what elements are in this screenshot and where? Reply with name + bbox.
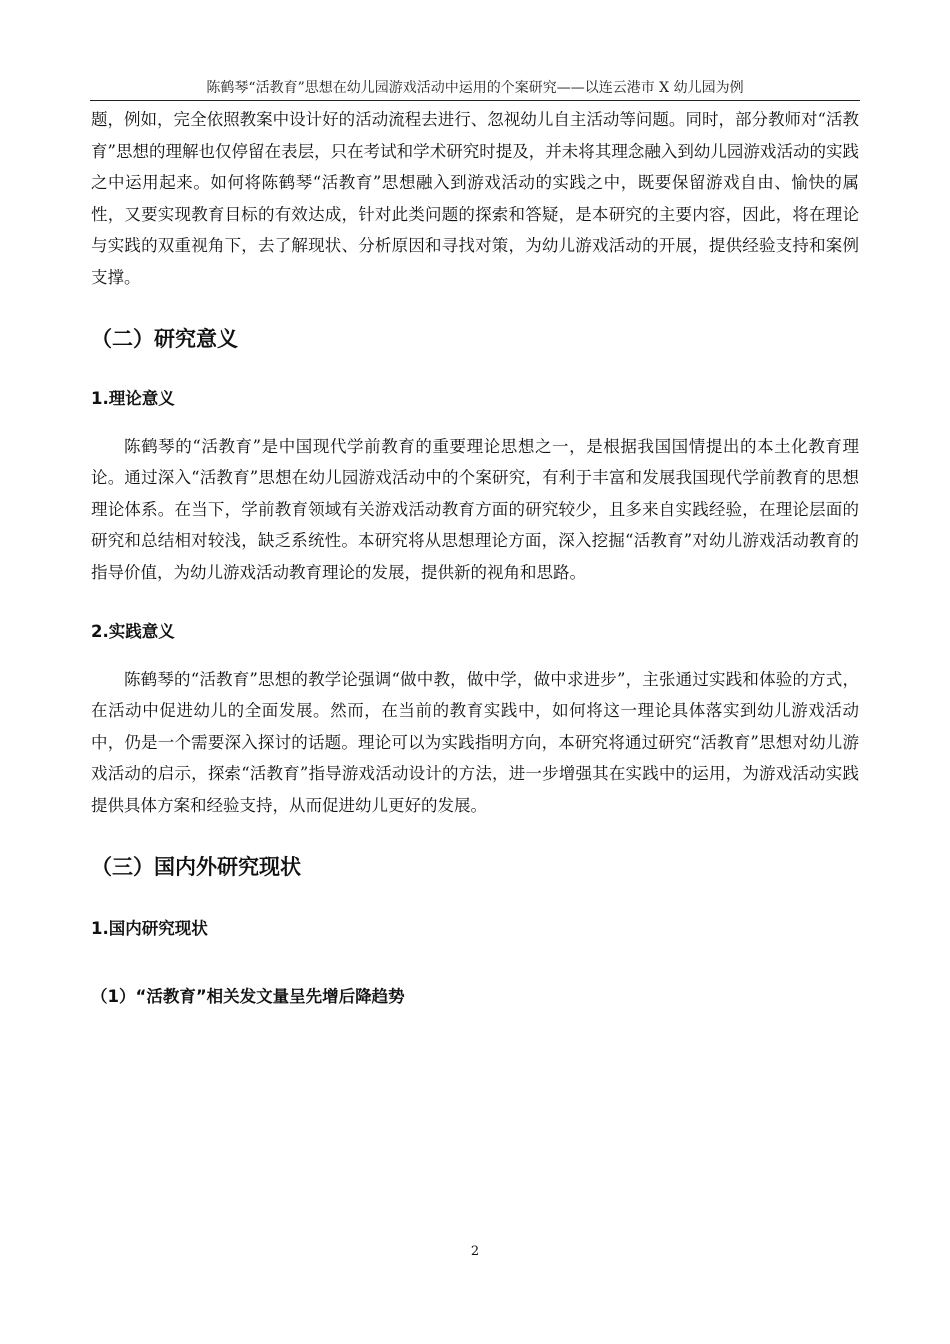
running-header: 陈鹤琴“活教育”思想在幼儿园游戏活动中运用的个案研究——以连云港市 X 幼儿园为例 — [206, 80, 744, 96]
page-number: 2 — [470, 1244, 480, 1259]
subheading-domestic-status: 1.国内研究现状 — [91, 918, 208, 938]
section-heading-significance: （二）研究意义 — [91, 326, 238, 351]
header-divider — [90, 100, 860, 101]
theoretical-significance-paragraph: 陈鹤琴的“活教育”是中国现代学前教育的重要理论思想之一，是根据我国国情提出的本土化教育理论。通过深入“活教育”思想在幼儿园游戏活动中的个案研究，有利于丰富和发展我国现代学前教育的思想理论体系。在当下，学前教育领域有关游戏活动教育方面的研究较少，且多来自实践经验，在理论层面的研究和总结相对较浅，缺乏系统性。本研究将从思想理论方面，深入挖掘“活教育”对幼儿游戏活动教育的指导价值，为幼儿游戏活动教育理论的发展，提供新的视角和思路。 — [91, 436, 859, 582]
page-content — [91, 104, 859, 1009]
intro-paragraph: 题，例如，完全依照教案中设计好的活动流程去进行、忽视幼儿自主活动等问题。同时，部分教师对“活教育”思想的理解也仅停留在表层，只在考试和学术研究时提及，并未将其理念融入到幼儿园游戏活动的实践之中运用起来。如何将陈鹤琴“活教育”思想融入到游戏活动的实践之中，既要保留游戏自由、愉快的属性，又要实现教育目标的有效达成，针对此类问题的探索和答疑，是本研究的主要内容，因此，将在理论与实践的双重视角下，去了解现状、分析原因和寻找对策，为幼儿游戏活动的开展，提供经验支持和案例支撑。 — [91, 110, 859, 287]
subheading-item-1: （1）“活教育”相关发文量呈先增后降趋势 — [91, 986, 405, 1006]
subheading-theoretical-significance: 1.理论意义 — [91, 388, 175, 408]
subheading-practical-significance: 2.实践意义 — [91, 621, 175, 641]
section-heading-research-status: （三）国内外研究现状 — [91, 854, 301, 879]
practical-significance-paragraph: 陈鹤琴的“活教育”思想的教学论强调“做中教，做中学，做中求进步”，主张通过实践和体验的方式，在活动中促进幼儿的全面发展。然而，在当前的教育实践中，如何将这一理论具体落实到幼儿游戏活动中，仍是一个需要深入探讨的话题。理论可以为实践指明方向，本研究将通过研究“活教育”思想对幼儿游戏活动的启示，探索“活教育”指导游戏活动设计的方法，进一步增强其在实践中的运用，为游戏活动实践提供具体方案和经验支持，从而促进幼儿更好的发展。 — [91, 669, 859, 815]
